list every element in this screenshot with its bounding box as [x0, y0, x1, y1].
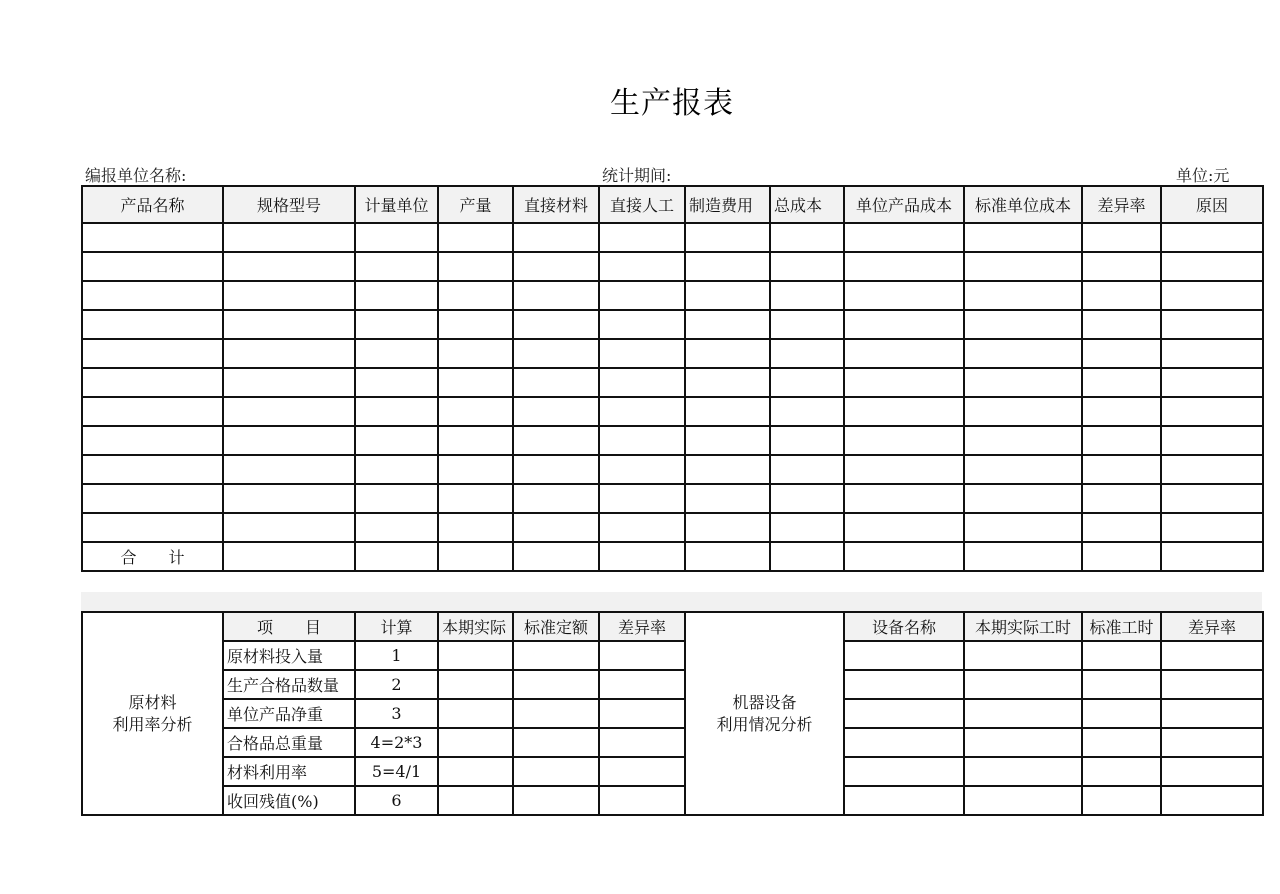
material-label-line2: 利用率分析 [112, 714, 193, 734]
material-standard-cell[interactable] [513, 641, 599, 670]
table-cell[interactable] [844, 252, 964, 281]
table-cell[interactable] [964, 513, 1082, 542]
table-cell[interactable] [223, 484, 355, 513]
table-cell[interactable] [685, 223, 770, 252]
col-header-material-variance: 差异率 [599, 612, 685, 641]
table-cell[interactable] [1161, 223, 1263, 252]
table-cell[interactable] [770, 484, 844, 513]
table-cell[interactable] [770, 455, 844, 484]
table-cell[interactable] [964, 484, 1082, 513]
table-cell[interactable] [770, 339, 844, 368]
total-label: 合 计 [82, 542, 223, 571]
total-cell[interactable] [1082, 542, 1161, 571]
table-cell[interactable] [513, 426, 599, 455]
table-cell[interactable] [355, 281, 438, 310]
equipment-variance-cell[interactable] [1161, 670, 1263, 699]
table-cell[interactable] [964, 455, 1082, 484]
material-calc: 5=4/1 [355, 757, 438, 786]
table-cell[interactable] [1082, 310, 1161, 339]
table-cell[interactable] [355, 484, 438, 513]
table-cell[interactable] [223, 455, 355, 484]
equipment-standard-hours-cell[interactable] [1082, 670, 1161, 699]
table-cell[interactable] [355, 339, 438, 368]
separator-band [81, 592, 1262, 611]
table-cell[interactable] [438, 223, 513, 252]
table-cell[interactable] [1161, 513, 1263, 542]
material-standard-cell[interactable] [513, 728, 599, 757]
table-cell[interactable] [685, 426, 770, 455]
table-cell[interactable] [438, 484, 513, 513]
table-cell[interactable] [82, 397, 223, 426]
table-cell[interactable] [770, 310, 844, 339]
table-cell[interactable] [599, 426, 685, 455]
equipment-name-cell[interactable] [844, 786, 964, 815]
total-cell[interactable] [355, 542, 438, 571]
col-header-standard-quota: 标准定额 [513, 612, 599, 641]
material-analysis-label [82, 612, 223, 815]
table-cell[interactable] [599, 455, 685, 484]
table-cell[interactable] [355, 368, 438, 397]
table-cell[interactable] [82, 310, 223, 339]
col-header-direct-labor: 直接人工 [599, 186, 685, 223]
table-cell[interactable] [355, 426, 438, 455]
equipment-name-cell[interactable] [844, 670, 964, 699]
material-actual-cell[interactable] [438, 699, 513, 728]
unit-name-label: 编报单位名称: [85, 166, 187, 185]
equipment-standard-hours-cell[interactable] [1082, 757, 1161, 786]
material-actual-cell[interactable] [438, 670, 513, 699]
table-cell[interactable] [513, 310, 599, 339]
table-cell[interactable] [844, 397, 964, 426]
total-cell[interactable] [1161, 542, 1263, 571]
table-cell[interactable] [1082, 484, 1161, 513]
table-row [82, 281, 1263, 310]
table-cell[interactable] [685, 455, 770, 484]
table-cell[interactable] [355, 252, 438, 281]
col-header-calc: 计算 [355, 612, 438, 641]
col-header-equipment-variance: 差异率 [1161, 612, 1263, 641]
production-cost-table [81, 185, 1264, 572]
table-row [82, 513, 1263, 542]
material-variance-cell[interactable] [599, 670, 685, 699]
equipment-actual-hours-cell[interactable] [964, 786, 1082, 815]
col-header-variance: 差异率 [1082, 186, 1161, 223]
material-actual-cell[interactable] [438, 786, 513, 815]
equipment-label-line2: 利用情况分析 [716, 714, 813, 734]
table-cell[interactable] [844, 426, 964, 455]
table-cell[interactable] [513, 397, 599, 426]
table-cell[interactable] [1161, 339, 1263, 368]
table-cell[interactable] [1161, 397, 1263, 426]
material-calc: 2 [355, 670, 438, 699]
total-cell[interactable] [770, 542, 844, 571]
table-cell[interactable] [513, 223, 599, 252]
equipment-actual-hours-cell[interactable] [964, 670, 1082, 699]
material-actual-cell[interactable] [438, 728, 513, 757]
table-cell[interactable] [223, 252, 355, 281]
total-cell[interactable] [223, 542, 355, 571]
table-cell[interactable] [964, 252, 1082, 281]
table-cell[interactable] [964, 223, 1082, 252]
col-header-item: 项 目 [223, 612, 355, 641]
table-cell[interactable] [770, 368, 844, 397]
material-actual-cell[interactable] [438, 641, 513, 670]
table-cell[interactable] [82, 252, 223, 281]
table-cell[interactable] [1082, 339, 1161, 368]
table-cell[interactable] [770, 223, 844, 252]
table-cell[interactable] [1161, 368, 1263, 397]
equipment-name-cell[interactable] [844, 641, 964, 670]
col-header-unit: 计量单位 [355, 186, 438, 223]
table-cell[interactable] [599, 252, 685, 281]
table-cell[interactable] [223, 339, 355, 368]
material-item: 材料利用率 [223, 757, 355, 786]
table-cell[interactable] [355, 513, 438, 542]
equipment-name-cell[interactable] [844, 757, 964, 786]
table-cell[interactable] [223, 368, 355, 397]
total-cell[interactable] [438, 542, 513, 571]
total-cell[interactable] [685, 542, 770, 571]
table-cell[interactable] [964, 310, 1082, 339]
material-item: 收回残值(%) [223, 786, 355, 815]
equipment-variance-cell[interactable] [1161, 786, 1263, 815]
table-cell[interactable] [438, 368, 513, 397]
table-cell[interactable] [355, 223, 438, 252]
table-cell[interactable] [685, 339, 770, 368]
table-cell[interactable] [513, 281, 599, 310]
table-cell[interactable] [513, 368, 599, 397]
table-row [82, 223, 1263, 252]
material-label-line1: 原材料 [128, 692, 177, 712]
table-cell[interactable] [223, 426, 355, 455]
table-cell[interactable] [223, 513, 355, 542]
material-calc: 1 [355, 641, 438, 670]
table-cell[interactable] [844, 368, 964, 397]
analysis-row [82, 670, 1263, 699]
table-row [82, 397, 1263, 426]
table-cell[interactable] [685, 252, 770, 281]
table-cell[interactable] [964, 368, 1082, 397]
table-cell[interactable] [685, 281, 770, 310]
table-cell[interactable] [438, 513, 513, 542]
col-header-actual: 本期实际 [438, 612, 513, 641]
analysis-row [82, 699, 1263, 728]
table-row [82, 252, 1263, 281]
analysis-row [82, 728, 1263, 757]
equipment-label-line1: 机器设备 [732, 692, 797, 712]
period-label: 统计期间: [602, 166, 672, 185]
table-cell[interactable] [599, 484, 685, 513]
col-header-reason: 原因 [1161, 186, 1263, 223]
table-cell[interactable] [964, 426, 1082, 455]
table-cell[interactable] [1161, 455, 1263, 484]
total-row [82, 542, 1263, 571]
table-cell[interactable] [770, 252, 844, 281]
table-cell[interactable] [438, 310, 513, 339]
table-row [82, 368, 1263, 397]
table-cell[interactable] [82, 455, 223, 484]
material-standard-cell[interactable] [513, 670, 599, 699]
material-variance-cell[interactable] [599, 728, 685, 757]
table-cell[interactable] [770, 513, 844, 542]
equipment-variance-cell[interactable] [1161, 699, 1263, 728]
table-cell[interactable] [82, 223, 223, 252]
col-header-output: 产量 [438, 186, 513, 223]
table-cell[interactable] [355, 455, 438, 484]
table-cell[interactable] [1161, 484, 1263, 513]
table-cell[interactable] [844, 339, 964, 368]
material-standard-cell[interactable] [513, 786, 599, 815]
total-cell[interactable] [844, 542, 964, 571]
material-variance-cell[interactable] [599, 786, 685, 815]
table-cell[interactable] [685, 397, 770, 426]
table-cell[interactable] [599, 397, 685, 426]
material-calc: 3 [355, 699, 438, 728]
col-header-actual-hours: 本期实际工时 [964, 612, 1082, 641]
table-cell[interactable] [844, 281, 964, 310]
table-cell[interactable] [355, 310, 438, 339]
material-calc: 4=2*3 [355, 728, 438, 757]
table-cell[interactable] [82, 281, 223, 310]
col-header-direct-material: 直接材料 [513, 186, 599, 223]
currency-label: 单位:元 [1176, 166, 1230, 185]
analysis-table [81, 611, 1264, 816]
table-cell[interactable] [438, 252, 513, 281]
table-cell[interactable] [1082, 252, 1161, 281]
table-cell[interactable] [1082, 426, 1161, 455]
material-calc: 6 [355, 786, 438, 815]
table-cell[interactable] [685, 310, 770, 339]
col-header-standard-hours: 标准工时 [1082, 612, 1161, 641]
material-variance-cell[interactable] [599, 699, 685, 728]
table-row [82, 310, 1263, 339]
table-cell[interactable] [223, 223, 355, 252]
table-cell[interactable] [770, 281, 844, 310]
equipment-variance-cell[interactable] [1161, 728, 1263, 757]
table-cell[interactable] [438, 455, 513, 484]
table-cell[interactable] [513, 455, 599, 484]
material-item: 生产合格品数量 [223, 670, 355, 699]
total-cell[interactable] [599, 542, 685, 571]
table-cell[interactable] [513, 484, 599, 513]
material-variance-cell[interactable] [599, 757, 685, 786]
table-cell[interactable] [513, 513, 599, 542]
table-cell[interactable] [1082, 281, 1161, 310]
table-cell[interactable] [438, 281, 513, 310]
table-cell[interactable] [1161, 252, 1263, 281]
equipment-name-cell[interactable] [844, 699, 964, 728]
col-header-total-cost: 总成本 [770, 186, 844, 223]
table-cell[interactable] [223, 310, 355, 339]
col-header-overhead: 制造费用 [685, 186, 770, 223]
table-cell[interactable] [770, 426, 844, 455]
table-cell[interactable] [513, 339, 599, 368]
table-cell[interactable] [1082, 223, 1161, 252]
equipment-standard-hours-cell[interactable] [1082, 786, 1161, 815]
material-actual-cell[interactable] [438, 757, 513, 786]
table-cell[interactable] [82, 426, 223, 455]
table-cell[interactable] [1161, 310, 1263, 339]
table-cell[interactable] [685, 368, 770, 397]
table-cell[interactable] [685, 513, 770, 542]
table-cell[interactable] [1082, 455, 1161, 484]
col-header-standard-unit-cost: 标准单位成本 [964, 186, 1082, 223]
equipment-standard-hours-cell[interactable] [1082, 699, 1161, 728]
table-cell[interactable] [1082, 513, 1161, 542]
equipment-actual-hours-cell[interactable] [964, 641, 1082, 670]
material-item: 单位产品净重 [223, 699, 355, 728]
table-cell[interactable] [82, 484, 223, 513]
table-cell[interactable] [82, 368, 223, 397]
table-cell[interactable] [513, 252, 599, 281]
table-cell[interactable] [599, 368, 685, 397]
table-cell[interactable] [964, 281, 1082, 310]
table-cell[interactable] [82, 339, 223, 368]
table-cell[interactable] [223, 281, 355, 310]
equipment-name-cell[interactable] [844, 728, 964, 757]
table-row [82, 339, 1263, 368]
equipment-actual-hours-cell[interactable] [964, 728, 1082, 757]
col-header-equipment-name: 设备名称 [844, 612, 964, 641]
equipment-variance-cell[interactable] [1161, 757, 1263, 786]
table-row [82, 484, 1263, 513]
table-cell[interactable] [964, 339, 1082, 368]
table-cell[interactable] [599, 281, 685, 310]
report-title: 生产报表 [610, 86, 734, 121]
table-cell[interactable] [844, 223, 964, 252]
table-cell[interactable] [685, 484, 770, 513]
total-cell[interactable] [513, 542, 599, 571]
equipment-actual-hours-cell[interactable] [964, 757, 1082, 786]
col-header-unit-cost: 单位产品成本 [844, 186, 964, 223]
table-cell[interactable] [844, 513, 964, 542]
table-cell[interactable] [438, 339, 513, 368]
table-cell[interactable] [355, 397, 438, 426]
table-cell[interactable] [1082, 368, 1161, 397]
equipment-analysis-label [685, 612, 844, 815]
equipment-standard-hours-cell[interactable] [1082, 728, 1161, 757]
analysis-header-row [82, 612, 1263, 641]
table-cell[interactable] [82, 513, 223, 542]
equipment-standard-hours-cell[interactable] [1082, 641, 1161, 670]
material-variance-cell[interactable] [599, 641, 685, 670]
table-cell[interactable] [770, 397, 844, 426]
analysis-row [82, 641, 1263, 670]
table-cell[interactable] [1161, 281, 1263, 310]
table-cell[interactable] [223, 397, 355, 426]
col-header-spec: 规格型号 [223, 186, 355, 223]
table-cell[interactable] [844, 310, 964, 339]
analysis-row [82, 757, 1263, 786]
table-cell[interactable] [599, 339, 685, 368]
table-cell[interactable] [599, 223, 685, 252]
table-cell[interactable] [438, 397, 513, 426]
table-cell[interactable] [964, 397, 1082, 426]
col-header-product-name: 产品名称 [82, 186, 223, 223]
table-cell[interactable] [844, 484, 964, 513]
material-standard-cell[interactable] [513, 757, 599, 786]
table-cell[interactable] [1161, 426, 1263, 455]
table-cell[interactable] [599, 513, 685, 542]
header-row [82, 186, 1263, 223]
table-cell[interactable] [1082, 397, 1161, 426]
table-row [82, 455, 1263, 484]
table-row [82, 426, 1263, 455]
material-item: 原材料投入量 [223, 641, 355, 670]
material-standard-cell[interactable] [513, 699, 599, 728]
table-cell[interactable] [438, 426, 513, 455]
total-cell[interactable] [964, 542, 1082, 571]
material-item: 合格品总重量 [223, 728, 355, 757]
table-cell[interactable] [599, 310, 685, 339]
equipment-actual-hours-cell[interactable] [964, 699, 1082, 728]
table-cell[interactable] [844, 455, 964, 484]
analysis-row [82, 786, 1263, 815]
equipment-variance-cell[interactable] [1161, 641, 1263, 670]
